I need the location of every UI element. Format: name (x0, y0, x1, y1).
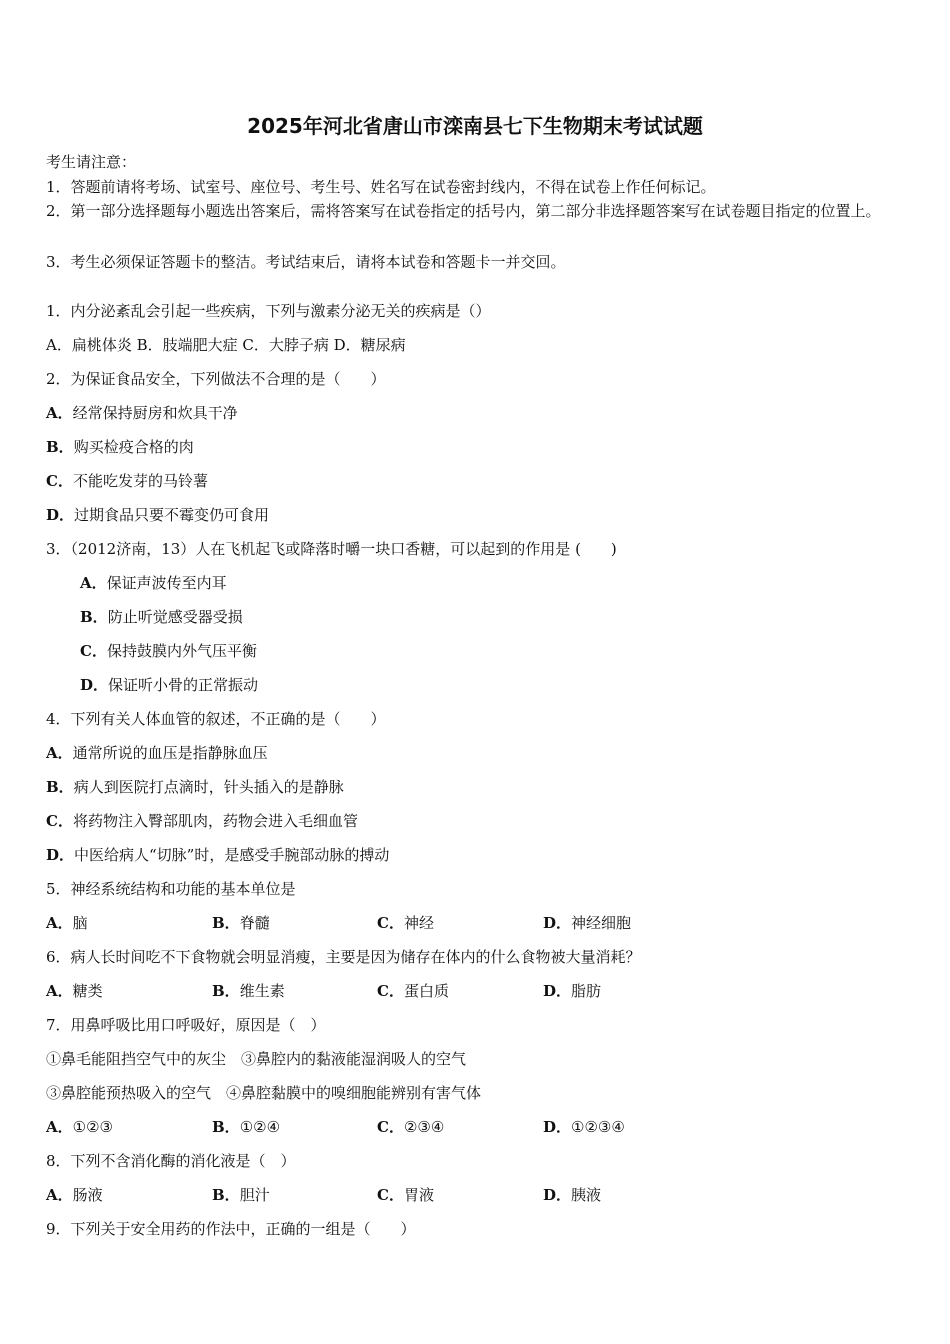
option-letter: B． (46, 778, 74, 796)
notice-heading: 考生请注意： (46, 153, 137, 171)
question-1-stem: 1．内分泌紊乱会引起一些疾病，下列与激素分泌无关的疾病是（） (46, 302, 491, 320)
option-letter: A． (80, 574, 107, 592)
option-a: A．①②③ (46, 1118, 113, 1136)
option-text: 保证听小骨的正常振动 (108, 676, 259, 694)
option-letter: C． (80, 642, 107, 660)
notice-item: 2．第一部分选择题每小题选出答案后，需将答案写在试卷指定的括号内，第二部分非选择题答案写在试卷题目指定的位置上。 (46, 202, 881, 220)
option-letter: B． (80, 608, 108, 626)
question-6-stem: 6．病人长时间吃不下食物就会明显消瘦，主要是因为储存在体内的什么食物被大量消耗？ (46, 948, 641, 966)
option-c: C．神经 (377, 914, 434, 932)
option-text: 防止听觉感受器受损 (107, 608, 243, 626)
option-letter: C． (46, 812, 73, 830)
option-b: B．①②④ (212, 1118, 281, 1136)
option-text: 不能吃发芽的马铃薯 (72, 472, 208, 490)
question-5-stem: 5．神经系统结构和功能的基本单位是 (46, 880, 296, 898)
option-letter: A． (46, 744, 73, 762)
question-9-stem: 9．下列关于安全用药的作法中，正确的一组是（ ） (46, 1220, 416, 1238)
option-d: D．神经细胞 (543, 914, 632, 932)
option-c: C．②③④ (377, 1118, 445, 1136)
option-text: 保持鼓膜内外气压平衡 (106, 642, 257, 660)
option-text: 过期食品只要不霉变仍可食用 (74, 506, 270, 524)
option-letter: B． (46, 438, 74, 456)
option-b: B．维生素 (212, 982, 285, 1000)
option-text: 将药物注入臀部肌肉，药物会进入毛细血管 (72, 812, 358, 830)
option-line (80, 573, 227, 593)
option-letter: C． (46, 472, 73, 490)
option-line (46, 403, 238, 423)
option-letter: D． (46, 506, 75, 524)
option-text: 病人到医院打点滴时，针头插入的是静脉 (73, 778, 344, 796)
option-b: B．胆汁 (212, 1186, 270, 1204)
question-3-stem: 3．（2012济南，13）人在飞机起飞或降落时嚼一块口香糖，可以起到的作用是 ( ) (46, 540, 617, 558)
option-a: A．肠液 (46, 1186, 103, 1204)
question-1-options: A．扁桃体炎 B．肢端肥大症 C．大脖子病 D．糖尿病 (46, 336, 406, 354)
question-8-stem: 8．下列不含消化酶的消化液是（ ） (46, 1152, 296, 1170)
option-line (80, 607, 243, 627)
option-d: D．胰液 (543, 1186, 602, 1204)
option-text: 通常所说的血压是指静脉血压 (72, 744, 268, 762)
option-line (46, 777, 344, 797)
question-4-stem: 4．下列有关人体血管的叙述，不正确的是（ ） (46, 710, 386, 728)
notice-item: 3．考生必须保证答题卡的整洁。考试结束后，请将本试卷和答题卡一并交回。 (46, 253, 566, 271)
option-d: D．脂肪 (543, 982, 602, 1000)
option-a: A．糖类 (46, 982, 103, 1000)
option-letter: D． (80, 676, 109, 694)
option-line (80, 641, 257, 661)
question-7-statement: ③鼻腔能预热吸入的空气 ④鼻腔黏膜中的嗅细胞能辨别有害气体 (46, 1084, 482, 1102)
option-b: B．脊髓 (212, 914, 270, 932)
option-c: C．胃液 (377, 1186, 434, 1204)
option-text: 购买检疫合格的肉 (73, 438, 194, 456)
option-letter: D． (46, 846, 75, 864)
option-line (80, 675, 258, 695)
option-text: 经常保持厨房和炊具干净 (72, 404, 238, 422)
question-7-statement: ①鼻毛能阻挡空气中的灰尘 ③鼻腔内的黏液能湿润吸人的空气 (46, 1050, 467, 1068)
option-line (46, 811, 358, 831)
option-line (46, 845, 389, 865)
option-line (46, 471, 208, 491)
option-text: 中医给病人“切脉”时，是感受手腕部动脉的搏动 (74, 846, 390, 864)
option-line (46, 743, 268, 763)
page-title: 2025年河北省唐山市滦南县七下生物期末考试试题 (247, 114, 703, 138)
option-line (46, 505, 269, 525)
option-letter: A． (46, 404, 73, 422)
question-2-stem: 2．为保证食品安全，下列做法不合理的是（ ） (46, 370, 386, 388)
question-7-stem: 7．用鼻呼吸比用口呼吸好，原因是（ ） (46, 1016, 326, 1034)
option-d: D．①②③④ (543, 1118, 625, 1136)
option-c: C．蛋白质 (377, 982, 449, 1000)
option-line (46, 437, 194, 457)
notice-item: 1．答题前请将考场、试室号、座位号、考生号、姓名写在试卷密封线内，不得在试卷上作任何标记。 (46, 178, 716, 196)
option-text: 保证声波传至内耳 (106, 574, 227, 592)
option-a: A．脑 (46, 914, 88, 932)
